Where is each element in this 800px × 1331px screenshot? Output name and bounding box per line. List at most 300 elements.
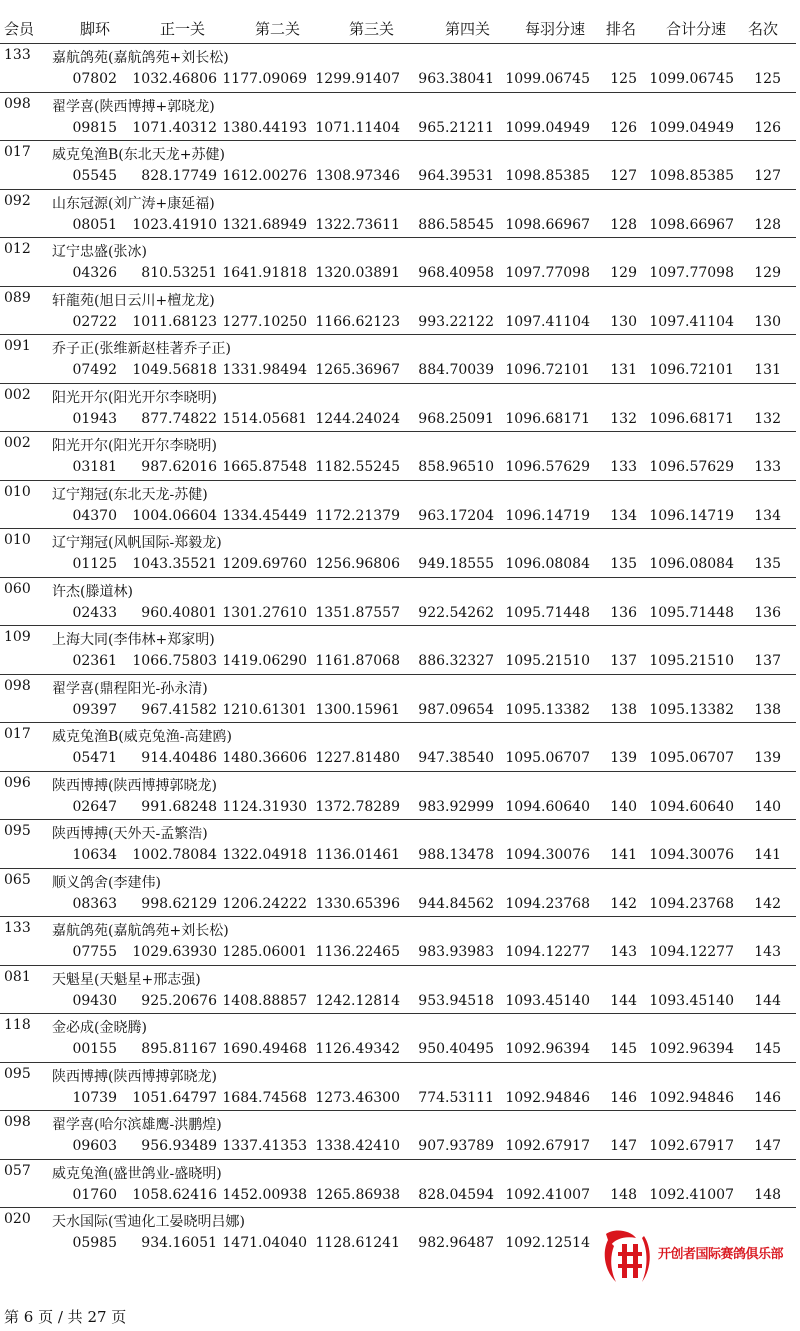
cell-s1: 1071.40312 bbox=[132, 119, 217, 136]
owner-name: 轩龍苑(旭日云川+檀龙龙) bbox=[52, 292, 215, 309]
cell-total: 1094.60640 bbox=[649, 798, 734, 815]
cell-s3: 1308.97346 bbox=[315, 168, 400, 184]
cell-s3: 1128.61241 bbox=[315, 1235, 400, 1251]
cell-s1: 1011.68123 bbox=[132, 313, 217, 330]
cell-total: 1095.71448 bbox=[649, 604, 734, 621]
member-id: 010 bbox=[4, 532, 31, 548]
cell-total: 1099.06745 bbox=[649, 71, 734, 87]
member-id: 098 bbox=[4, 95, 31, 112]
header-rank: 排名 bbox=[606, 20, 637, 38]
cell-s1: 998.62129 bbox=[141, 895, 217, 912]
table-row bbox=[0, 141, 800, 190]
cell-total: 1094.12277 bbox=[649, 944, 734, 960]
cell-s4: 828.04594 bbox=[418, 1186, 494, 1203]
cell-s3: 1136.22465 bbox=[315, 944, 400, 960]
cell-s2: 1690.49468 bbox=[222, 1041, 307, 1057]
cell-total: 1092.67917 bbox=[649, 1138, 734, 1154]
cell-s2: 1612.00276 bbox=[222, 168, 307, 184]
cell-rank: 141 bbox=[610, 847, 637, 863]
cell-s4: 949.18555 bbox=[418, 556, 494, 572]
cell-place: 128 bbox=[754, 216, 781, 233]
cell-s1: 1032.46806 bbox=[132, 71, 217, 87]
cell-rank: 132 bbox=[610, 410, 637, 427]
header-stage4: 第四关 bbox=[445, 20, 491, 38]
cell-s3: 1256.96806 bbox=[315, 556, 400, 572]
cell-place: 146 bbox=[754, 1089, 781, 1106]
cell-ring: 07755 bbox=[72, 944, 117, 960]
cell-place: 147 bbox=[754, 1138, 781, 1154]
cell-speed: 1095.06707 bbox=[505, 750, 590, 766]
cell-ring: 02722 bbox=[72, 313, 117, 330]
cell-s1: 877.74822 bbox=[141, 410, 217, 427]
owner-name: 翟学喜(哈尔滨雄鹰-洪鹏煌) bbox=[52, 1117, 222, 1133]
owner-name: 嘉航鸽苑(嘉航鸽苑+刘长松) bbox=[52, 923, 229, 939]
cell-ring: 01760 bbox=[72, 1186, 117, 1203]
cell-speed: 1092.94846 bbox=[505, 1089, 590, 1106]
table-row bbox=[0, 723, 800, 772]
cell-place: 139 bbox=[754, 750, 781, 766]
cell-place: 125 bbox=[754, 71, 781, 87]
cell-s3: 1265.86938 bbox=[315, 1186, 400, 1203]
cell-total: 1099.04949 bbox=[649, 119, 734, 136]
cell-speed: 1094.12277 bbox=[505, 944, 590, 960]
cell-speed: 1094.23768 bbox=[505, 895, 590, 912]
cell-place: 127 bbox=[754, 168, 781, 184]
cell-s1: 828.17749 bbox=[141, 168, 217, 184]
header-stage3: 第三关 bbox=[349, 20, 395, 38]
cell-speed: 1096.14719 bbox=[505, 507, 590, 524]
cell-ring: 05545 bbox=[72, 168, 117, 184]
cell-s2: 1285.06001 bbox=[222, 944, 307, 960]
cell-s3: 1071.11404 bbox=[315, 119, 400, 136]
cell-s2: 1419.06290 bbox=[222, 653, 307, 669]
cell-speed: 1095.71448 bbox=[505, 604, 590, 621]
cell-total: 1092.94846 bbox=[649, 1089, 734, 1106]
owner-name: 阳光开尔(阳光开尔李晓明) bbox=[52, 389, 217, 406]
owner-name: 辽宁翔冠(东北天龙-苏健) bbox=[52, 486, 208, 503]
cell-s4: 964.39531 bbox=[418, 168, 494, 184]
cell-s1: 1004.06604 bbox=[132, 507, 217, 524]
owner-name: 辽宁忠盛(张冰) bbox=[52, 244, 147, 260]
cell-s4: 953.94518 bbox=[418, 992, 494, 1009]
table-row bbox=[0, 44, 800, 93]
table-row bbox=[0, 917, 800, 966]
owner-name: 许杰(滕道林) bbox=[52, 583, 133, 600]
header-stage1: 正一关 bbox=[160, 20, 206, 38]
cell-s2: 1124.31930 bbox=[222, 798, 307, 815]
cell-ring: 04326 bbox=[72, 265, 117, 281]
cell-total: 1094.23768 bbox=[649, 895, 734, 912]
cell-ring: 05471 bbox=[72, 750, 117, 766]
cell-s4: 963.38041 bbox=[418, 71, 494, 87]
cell-rank: 133 bbox=[610, 459, 637, 475]
cell-speed: 1096.72101 bbox=[505, 362, 590, 378]
header-place: 名次 bbox=[748, 20, 779, 38]
cell-total: 1098.66967 bbox=[649, 216, 734, 233]
cell-place: 148 bbox=[754, 1186, 781, 1203]
cell-speed: 1098.66967 bbox=[505, 216, 590, 233]
cell-s4: 886.58545 bbox=[418, 216, 494, 233]
cell-place: 130 bbox=[754, 313, 781, 330]
cell-ring: 09603 bbox=[72, 1138, 117, 1154]
owner-name: 翟学喜(鼎程阳光-孙永清) bbox=[52, 680, 208, 697]
table-row bbox=[0, 432, 800, 481]
cell-s1: 914.40486 bbox=[141, 750, 217, 766]
cell-rank: 128 bbox=[610, 216, 637, 233]
member-id: 109 bbox=[4, 629, 31, 645]
cell-speed: 1099.04949 bbox=[505, 119, 590, 136]
cell-s2: 1209.69760 bbox=[222, 556, 307, 572]
cell-s3: 1330.65396 bbox=[315, 895, 400, 912]
cell-s1: 960.40801 bbox=[141, 604, 217, 621]
cell-speed: 1095.21510 bbox=[505, 653, 590, 669]
cell-total: 1092.96394 bbox=[649, 1041, 734, 1057]
cell-s1: 925.20676 bbox=[141, 992, 217, 1009]
cell-place: 126 bbox=[754, 119, 781, 136]
cell-s4: 950.40495 bbox=[418, 1041, 494, 1057]
cell-rank: 125 bbox=[610, 71, 637, 87]
table-row bbox=[0, 966, 800, 1015]
cell-s2: 1337.41353 bbox=[222, 1138, 307, 1154]
cell-place: 136 bbox=[754, 604, 781, 621]
member-id: 002 bbox=[4, 435, 31, 451]
owner-name: 阳光开尔(阳光开尔李晓明) bbox=[52, 438, 217, 454]
cell-total: 1093.45140 bbox=[649, 992, 734, 1009]
cell-s2: 1206.24222 bbox=[222, 895, 307, 912]
cell-ring: 02361 bbox=[72, 653, 117, 669]
cell-rank: 142 bbox=[610, 895, 637, 912]
cell-s2: 1684.74568 bbox=[222, 1089, 307, 1106]
cell-speed: 1097.77098 bbox=[505, 265, 590, 281]
cell-place: 144 bbox=[754, 992, 781, 1009]
cell-s3: 1172.21379 bbox=[315, 507, 400, 524]
cell-s1: 895.81167 bbox=[141, 1041, 217, 1057]
cell-s2: 1331.98494 bbox=[222, 362, 307, 378]
cell-s3: 1273.46300 bbox=[315, 1089, 400, 1106]
member-id: 098 bbox=[4, 1114, 31, 1130]
cell-s4: 944.84562 bbox=[418, 895, 494, 912]
cell-place: 129 bbox=[754, 265, 781, 281]
club-seal-icon bbox=[596, 1226, 658, 1288]
owner-name: 天水国际(雪迪化工晏晓明吕娜) bbox=[52, 1214, 245, 1230]
cell-total: 1098.85385 bbox=[649, 168, 734, 184]
cell-s1: 1051.64797 bbox=[132, 1089, 217, 1106]
table-row bbox=[0, 820, 800, 869]
cell-speed: 1092.12514 bbox=[505, 1235, 590, 1251]
cell-rank: 137 bbox=[610, 653, 637, 669]
cell-s4: 982.96487 bbox=[418, 1235, 494, 1251]
member-id: 133 bbox=[4, 47, 31, 63]
cell-speed: 1098.85385 bbox=[505, 168, 590, 184]
cell-s2: 1471.04040 bbox=[222, 1235, 307, 1251]
cell-total: 1095.06707 bbox=[649, 750, 734, 766]
member-id: 012 bbox=[4, 241, 31, 257]
cell-speed: 1096.08084 bbox=[505, 556, 590, 572]
cell-speed: 1095.13382 bbox=[505, 701, 590, 718]
header-ring: 脚环 bbox=[80, 20, 111, 38]
cell-s3: 1351.87557 bbox=[315, 604, 400, 621]
cell-s3: 1166.62123 bbox=[315, 313, 400, 330]
cell-place: 145 bbox=[754, 1041, 781, 1057]
cell-s3: 1227.81480 bbox=[315, 750, 400, 766]
cell-s2: 1408.88857 bbox=[222, 992, 307, 1009]
cell-rank: 130 bbox=[610, 313, 637, 330]
cell-s2: 1321.68949 bbox=[222, 216, 307, 233]
owner-name: 山东冠源(刘广涛+康延福) bbox=[52, 195, 215, 212]
cell-s4: 965.21211 bbox=[418, 119, 494, 136]
table-row bbox=[0, 93, 800, 142]
cell-s1: 934.16051 bbox=[141, 1235, 217, 1251]
owner-name: 天魁星(天魁星+邢志强) bbox=[52, 971, 201, 988]
owner-name: 陕西博搏(陕西博搏郭晓龙) bbox=[52, 1068, 217, 1085]
cell-s3: 1338.42410 bbox=[315, 1138, 400, 1154]
cell-s1: 956.93489 bbox=[141, 1138, 217, 1154]
table-row bbox=[0, 287, 800, 336]
member-id: 017 bbox=[4, 144, 31, 160]
cell-s1: 1066.75803 bbox=[132, 653, 217, 669]
cell-s1: 1058.62416 bbox=[132, 1186, 217, 1203]
table-row bbox=[0, 335, 800, 384]
cell-s1: 987.62016 bbox=[141, 459, 217, 475]
cell-rank: 146 bbox=[610, 1089, 637, 1106]
cell-speed: 1092.41007 bbox=[505, 1186, 590, 1203]
cell-s4: 983.93983 bbox=[418, 944, 494, 960]
cell-s1: 1002.78084 bbox=[132, 847, 217, 863]
cell-speed: 1092.96394 bbox=[505, 1041, 590, 1057]
cell-s3: 1372.78289 bbox=[315, 798, 400, 815]
cell-ring: 08051 bbox=[72, 216, 117, 233]
cell-s2: 1210.61301 bbox=[222, 701, 307, 718]
cell-ring: 07492 bbox=[72, 362, 117, 378]
cell-s3: 1126.49342 bbox=[315, 1041, 400, 1057]
table-row bbox=[0, 772, 800, 821]
table-row bbox=[0, 1160, 800, 1209]
cell-speed: 1096.68171 bbox=[505, 410, 590, 427]
table-row bbox=[0, 190, 800, 239]
cell-total: 1094.30076 bbox=[649, 847, 734, 863]
cell-speed: 1096.57629 bbox=[505, 459, 590, 475]
cell-rank: 139 bbox=[610, 750, 637, 766]
table-row bbox=[0, 1014, 800, 1063]
member-id: 065 bbox=[4, 871, 31, 888]
member-id: 060 bbox=[4, 580, 31, 597]
cell-s2: 1277.10250 bbox=[222, 313, 307, 330]
cell-s4: 968.25091 bbox=[418, 410, 494, 427]
cell-s1: 810.53251 bbox=[141, 265, 217, 281]
cell-s4: 858.96510 bbox=[418, 459, 494, 475]
cell-place: 132 bbox=[754, 410, 781, 427]
cell-ring: 09397 bbox=[72, 701, 117, 718]
cell-ring: 10739 bbox=[72, 1089, 117, 1106]
table-row bbox=[0, 869, 800, 918]
cell-total: 1096.14719 bbox=[649, 507, 734, 524]
table-row bbox=[0, 1063, 800, 1112]
owner-name: 威克兔渔(盛世鸽业-盛晓明) bbox=[52, 1165, 222, 1182]
cell-speed: 1094.30076 bbox=[505, 847, 590, 863]
cell-ring: 02433 bbox=[72, 604, 117, 621]
cell-place: 135 bbox=[754, 556, 781, 572]
member-id: 096 bbox=[4, 774, 31, 791]
cell-s2: 1641.91818 bbox=[222, 265, 307, 281]
cell-place: 143 bbox=[754, 944, 781, 960]
owner-name: 金必成(金晓腾) bbox=[52, 1020, 147, 1036]
cell-s3: 1182.55245 bbox=[315, 459, 400, 475]
table-row bbox=[0, 626, 800, 675]
cell-s2: 1322.04918 bbox=[222, 847, 307, 863]
cell-rank: 143 bbox=[610, 944, 637, 960]
cell-rank: 131 bbox=[610, 362, 637, 378]
cell-total: 1097.41104 bbox=[649, 313, 734, 330]
owner-name: 陕西博搏(天外天-孟繁浩) bbox=[52, 826, 208, 842]
table-row bbox=[0, 238, 800, 287]
cell-rank: 144 bbox=[610, 992, 637, 1009]
table-row bbox=[0, 481, 800, 530]
header-stage2: 第二关 bbox=[255, 20, 301, 38]
cell-ring: 01943 bbox=[72, 410, 117, 427]
member-id: 057 bbox=[4, 1162, 31, 1179]
cell-rank: 145 bbox=[610, 1041, 637, 1057]
cell-s3: 1320.03891 bbox=[315, 265, 400, 281]
cell-s1: 1043.35521 bbox=[132, 556, 217, 572]
cell-s4: 907.93789 bbox=[418, 1138, 494, 1154]
owner-name: 威克兔渔B(威克兔渔-高建鸥) bbox=[52, 729, 232, 745]
cell-s4: 884.70039 bbox=[418, 362, 494, 378]
cell-ring: 09815 bbox=[72, 119, 117, 136]
cell-rank: 138 bbox=[610, 701, 637, 718]
cell-s3: 1244.24024 bbox=[315, 410, 400, 427]
cell-place: 138 bbox=[754, 701, 781, 718]
cell-s4: 983.92999 bbox=[418, 798, 494, 815]
cell-s2: 1480.36606 bbox=[222, 750, 307, 766]
owner-name: 翟学喜(陕西博搏+郭晓龙) bbox=[52, 98, 215, 115]
cell-s4: 963.17204 bbox=[418, 507, 494, 524]
member-id: 081 bbox=[4, 968, 31, 985]
cell-ring: 08363 bbox=[72, 895, 117, 912]
cell-s4: 993.22122 bbox=[418, 313, 494, 330]
owner-name: 上海大同(李伟林+郑家明) bbox=[52, 632, 215, 648]
member-id: 002 bbox=[4, 386, 31, 403]
club-watermark bbox=[596, 1226, 800, 1288]
cell-s3: 1161.87068 bbox=[315, 653, 400, 669]
cell-s1: 1049.56818 bbox=[132, 362, 217, 378]
cell-ring: 02647 bbox=[72, 798, 117, 815]
cell-ring: 01125 bbox=[72, 556, 117, 572]
header-total-speed: 合计分速 bbox=[666, 20, 727, 38]
results-table bbox=[0, 44, 800, 1257]
member-id: 010 bbox=[4, 483, 31, 500]
cell-total: 1096.57629 bbox=[649, 459, 734, 475]
cell-s2: 1514.05681 bbox=[222, 410, 307, 427]
cell-s4: 886.32327 bbox=[418, 653, 494, 669]
cell-place: 140 bbox=[754, 798, 781, 815]
owner-name: 乔子正(张维新赵桂著乔子正) bbox=[52, 341, 231, 357]
cell-speed: 1094.60640 bbox=[505, 798, 590, 815]
cell-ring: 07802 bbox=[72, 71, 117, 87]
owner-name: 辽宁翔冠(风帆国际-郑毅龙) bbox=[52, 535, 222, 551]
cell-rank: 136 bbox=[610, 604, 637, 621]
cell-place: 142 bbox=[754, 895, 781, 912]
member-id: 095 bbox=[4, 1065, 31, 1082]
cell-total: 1096.68171 bbox=[649, 410, 734, 427]
cell-s2: 1380.44193 bbox=[222, 119, 307, 136]
member-id: 091 bbox=[4, 338, 31, 354]
owner-name: 嘉航鸽苑(嘉航鸽苑+刘长松) bbox=[52, 50, 229, 66]
cell-s3: 1300.15961 bbox=[315, 701, 400, 718]
cell-rank: 126 bbox=[610, 119, 637, 136]
cell-total: 1092.41007 bbox=[649, 1186, 734, 1203]
cell-s3: 1265.36967 bbox=[315, 362, 400, 378]
table-row bbox=[0, 529, 800, 578]
cell-s3: 1322.73611 bbox=[315, 216, 400, 233]
member-id: 017 bbox=[4, 726, 31, 742]
cell-s2: 1665.87548 bbox=[222, 459, 307, 475]
member-id: 118 bbox=[4, 1017, 31, 1033]
cell-s4: 922.54262 bbox=[418, 604, 494, 621]
cell-s4: 987.09654 bbox=[418, 701, 494, 718]
member-id: 133 bbox=[4, 920, 31, 936]
owner-name: 威克兔渔B(东北天龙+苏健) bbox=[52, 147, 225, 163]
table-row bbox=[0, 384, 800, 433]
member-id: 092 bbox=[4, 192, 31, 209]
cell-place: 137 bbox=[754, 653, 781, 669]
cell-place: 133 bbox=[754, 459, 781, 475]
cell-place: 141 bbox=[754, 847, 781, 863]
cell-ring: 09430 bbox=[72, 992, 117, 1009]
cell-rank: 134 bbox=[610, 507, 637, 524]
owner-name: 陕西博搏(陕西博搏郭晓龙) bbox=[52, 777, 217, 794]
cell-total: 1095.13382 bbox=[649, 701, 734, 718]
cell-s3: 1299.91407 bbox=[315, 71, 400, 87]
cell-rank: 135 bbox=[610, 556, 637, 572]
member-id: 095 bbox=[4, 823, 31, 839]
cell-total: 1096.08084 bbox=[649, 556, 734, 572]
cell-s2: 1177.09069 bbox=[222, 71, 307, 87]
table-row bbox=[0, 675, 800, 724]
cell-speed: 1092.67917 bbox=[505, 1138, 590, 1154]
cell-speed: 1093.45140 bbox=[505, 992, 590, 1009]
cell-s2: 1334.45449 bbox=[222, 507, 307, 524]
owner-name: 顺义鸽舍(李建伟) bbox=[52, 874, 161, 891]
header-member: 会员 bbox=[4, 20, 35, 38]
cell-ring: 03181 bbox=[72, 459, 117, 475]
cell-s4: 774.53111 bbox=[418, 1089, 494, 1106]
cell-s2: 1452.00938 bbox=[222, 1186, 307, 1203]
cell-total: 1096.72101 bbox=[649, 362, 734, 378]
table-row bbox=[0, 578, 800, 627]
cell-s3: 1136.01461 bbox=[315, 847, 400, 863]
cell-s4: 988.13478 bbox=[418, 847, 494, 863]
cell-s4: 968.40958 bbox=[418, 265, 494, 281]
table-row bbox=[0, 1111, 800, 1160]
cell-s1: 991.68248 bbox=[141, 798, 217, 815]
cell-ring: 05985 bbox=[72, 1235, 117, 1251]
cell-s1: 967.41582 bbox=[141, 701, 217, 718]
cell-s2: 1301.27610 bbox=[222, 604, 307, 621]
cell-s1: 1023.41910 bbox=[132, 216, 217, 233]
cell-place: 134 bbox=[754, 507, 781, 524]
club-watermark-text: 开创者国际赛鸽俱乐部 bbox=[658, 1247, 784, 1262]
cell-rank: 129 bbox=[610, 265, 637, 281]
cell-speed: 1099.06745 bbox=[505, 71, 590, 87]
member-id: 098 bbox=[4, 677, 31, 694]
member-id: 020 bbox=[4, 1211, 31, 1227]
cell-s4: 947.38540 bbox=[418, 750, 494, 766]
cell-total: 1095.21510 bbox=[649, 653, 734, 669]
cell-ring: 10634 bbox=[72, 847, 117, 863]
cell-speed: 1097.41104 bbox=[505, 313, 590, 330]
cell-place: 131 bbox=[754, 362, 781, 378]
cell-total: 1097.77098 bbox=[649, 265, 734, 281]
